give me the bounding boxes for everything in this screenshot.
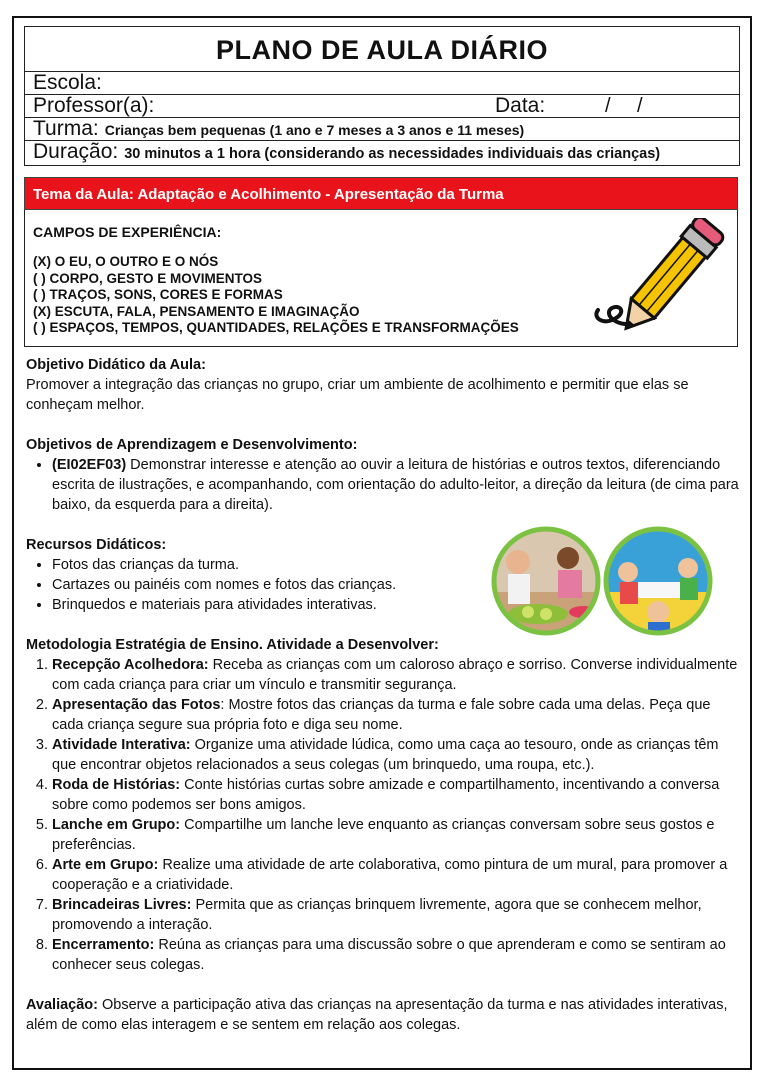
step-text: Permita que as crianças brinquem livremente, agora que se conhecem melhor, promovendo a interação.	[52, 897, 702, 933]
step-text: Reúna as crianças para uma discussão sobre o que aprenderam e como se sentiram ao conhecer seus colegas.	[52, 937, 726, 973]
pencil-icon	[590, 218, 730, 336]
professor-label: Professor(a):	[33, 94, 155, 117]
avaliacao-title: Avaliação:	[26, 997, 98, 1013]
escola-row	[25, 72, 739, 95]
recursos-title: Recursos Didáticos:	[26, 537, 167, 553]
list-item	[52, 775, 740, 815]
duracao-value: 30 minutos a 1 hora (considerando as necessidades individuais das crianças)	[124, 146, 661, 162]
step-text: Organize uma atividade lúdica, como uma caça ao tesouro, onde as crianças têm que encontrar objetos relacionados a seus colegas (um brinquedo, uma roupa, etc.).	[52, 737, 719, 773]
turma-value: Crianças bem pequenas (1 ano e 7 meses a 3 anos e 11 meses)	[104, 122, 525, 138]
campo-item: (X) ESCUTA, FALA, PENSAMENTO E IMAGINAÇÃO	[33, 303, 360, 319]
turma-label: Turma:	[33, 117, 99, 140]
page-title: PLANO DE AULA DIÁRIO	[25, 27, 739, 72]
campo-item: ( ) TRAÇOS, SONS, CORES E FORMAS	[33, 287, 283, 302]
step-name: Arte em Grupo:	[52, 857, 159, 873]
list-item	[52, 455, 740, 515]
date-separator: /	[637, 95, 643, 117]
list-item	[52, 855, 740, 895]
list-item	[52, 655, 740, 695]
main-content	[26, 355, 740, 1035]
aprendizagem-title: Objetivos de Aprendizagem e Desenvolvimento:	[26, 437, 358, 453]
step-text: Receba as crianças com um caloroso abraço e sorriso. Converse individualmente com cada criança para criar um vínculo e transmitir segurança.	[52, 657, 738, 693]
list-item	[52, 695, 740, 735]
step-text: : Mostre fotos das crianças da turma e fale sobre cada uma delas. Peça que cada criança segure sua própria foto e diga seu nome.	[52, 697, 711, 733]
duracao-row	[25, 141, 739, 165]
step-text: Conte histórias curtas sobre amizade e compartilhamento, incentivando a conversa sobre como podemos ser bons amigos.	[52, 777, 720, 813]
tema-banner: Tema da Aula: Adaptação e Acolhimento - Apresentação da Turma	[24, 177, 738, 210]
step-name: Atividade Interativa:	[52, 737, 191, 753]
escola-label: Escola:	[33, 71, 102, 94]
data-label: Data:	[495, 94, 546, 117]
date-separator: /	[605, 95, 611, 117]
professor-row	[25, 95, 739, 118]
objetivo-title: Objetivo Didático da Aula:	[26, 357, 206, 373]
step-name: Roda de Histórias:	[52, 777, 181, 793]
avaliacao-text: Observe a participação ativa das crianças na apresentação da turma e nas atividades interativas, além de como elas interagem e se sentem em relação aos colegas.	[26, 997, 728, 1033]
step-name: Encerramento:	[52, 937, 155, 953]
campo-item: (X) O EU, O OUTRO E O NÓS	[33, 254, 219, 269]
list-item: • Brinquedos e materiais para atividades interativas.	[52, 595, 740, 615]
step-text: Compartilhe um lanche leve enquanto as crianças conversam sobre seus gostos e preferências.	[52, 817, 715, 853]
bncc-code: (EI02EF03)	[52, 457, 127, 473]
list-item: • Fotos das crianças da turma.	[52, 555, 740, 575]
objetivo-text: Promover a integração das crianças no grupo, criar um ambiente de acolhimento e permitir que elas se conheçam melhor.	[26, 377, 689, 413]
turma-row	[25, 118, 739, 141]
aprendizagem-text: Demonstrar interesse e atenção ao ouvir a leitura de histórias e outros textos, diferenciando escrita de ilustrações, e acompanhando, com orientação do adulto-leitor, a direção da leitura (de cima para baixo, da esquerda para a direita).	[52, 457, 739, 513]
step-name: Recepção Acolhedora:	[52, 657, 209, 673]
step-text: Realize uma atividade de arte colaborativa, como pintura de um mural, para promover a cooperação e a criatividade.	[52, 857, 728, 893]
list-item	[52, 935, 740, 975]
list-item	[52, 895, 740, 935]
metodologia-title: Metodologia Estratégia de Ensino. Atividade a Desenvolver:	[26, 637, 439, 653]
list-item: • Cartazes ou painéis com nomes e fotos das crianças.	[52, 575, 740, 595]
avaliacao	[26, 995, 740, 1035]
header-box	[24, 26, 740, 166]
list-item	[52, 815, 740, 855]
classroom-photos	[488, 522, 718, 640]
step-name: Lanche em Grupo:	[52, 817, 181, 833]
step-name: Brincadeiras Livres:	[52, 897, 192, 913]
campos-title: CAMPOS DE EXPERIÊNCIA:	[33, 224, 222, 240]
aprendizagem-list	[26, 455, 740, 515]
campo-item: ( ) ESPAÇOS, TEMPOS, QUANTIDADES, RELAÇÕES E TRANSFORMAÇÕES	[33, 320, 519, 335]
step-name: Apresentação das Fotos	[52, 697, 221, 713]
list-item	[52, 735, 740, 775]
duracao-label: Duração:	[33, 140, 119, 163]
metodologia-list	[26, 655, 740, 975]
campo-item: ( ) CORPO, GESTO E MOVIMENTOS	[33, 270, 263, 286]
